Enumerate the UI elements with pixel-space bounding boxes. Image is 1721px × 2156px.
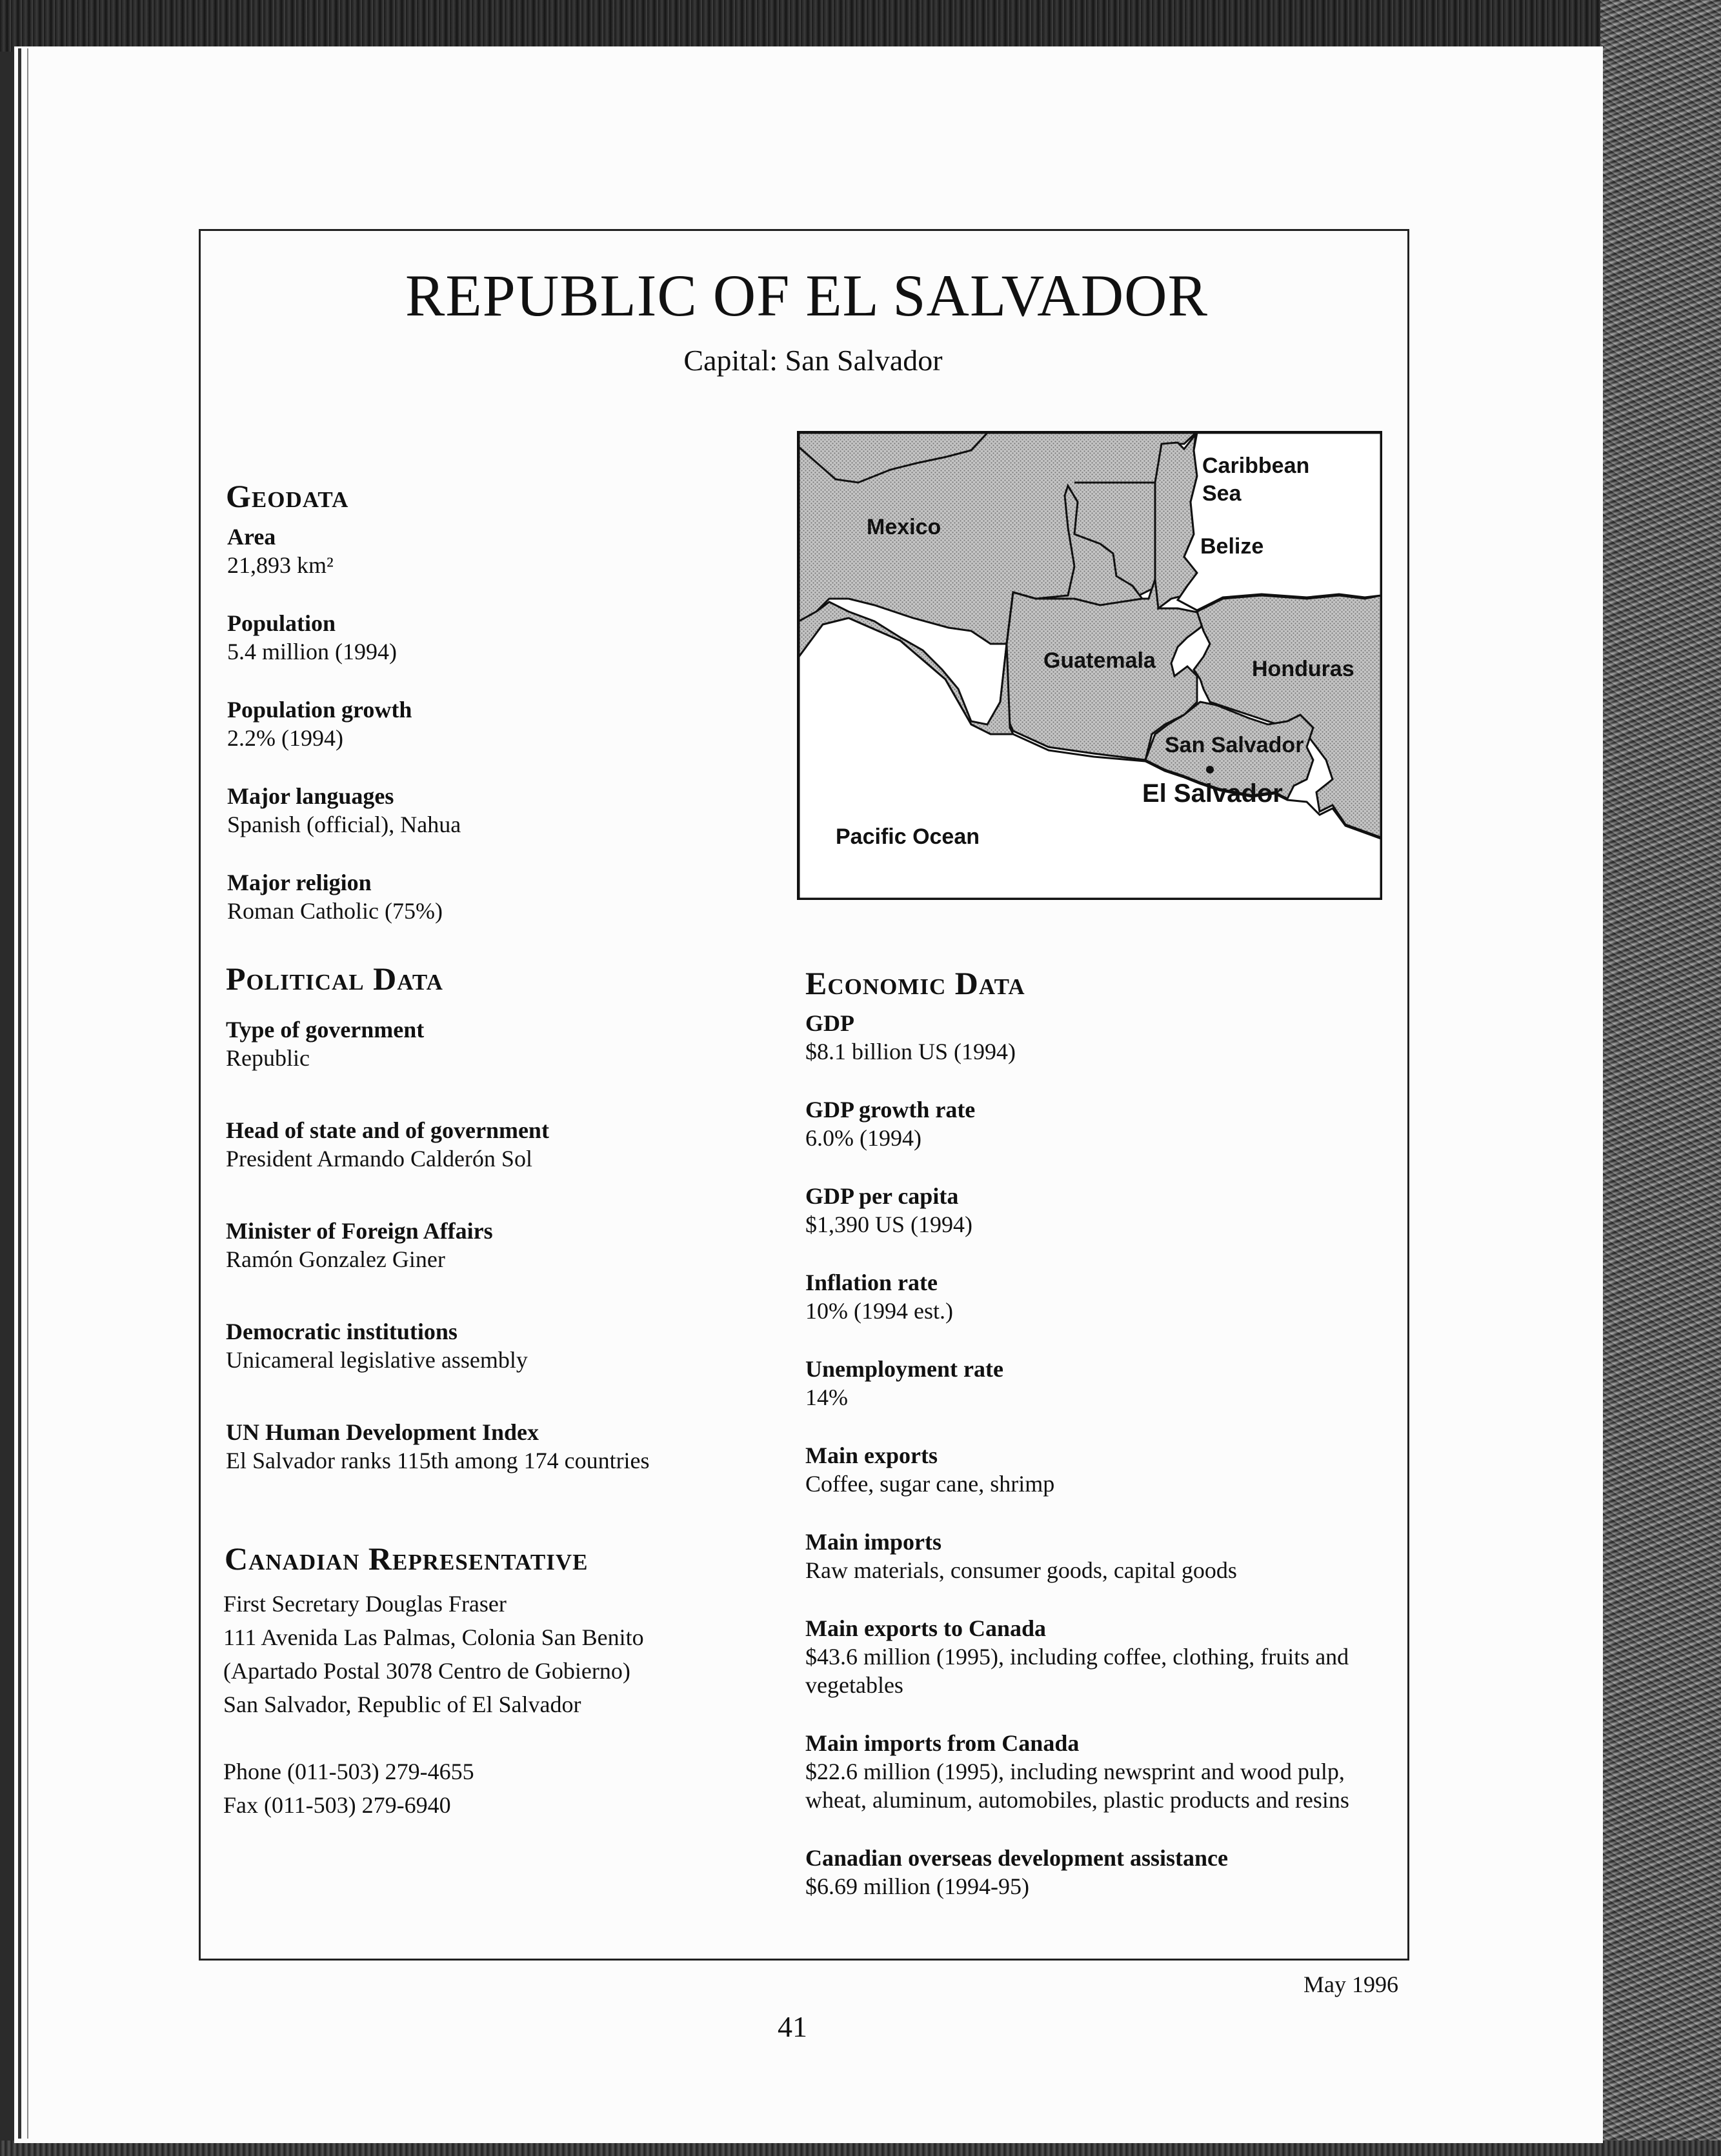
political-heading: Political Data bbox=[226, 961, 443, 997]
representative-address bbox=[223, 1587, 644, 1721]
representative-contact bbox=[223, 1755, 474, 1822]
phone-number: Phone (011-503) 279-4655 bbox=[223, 1759, 474, 1784]
political-foreign-minister bbox=[226, 1217, 493, 1273]
field-label: Main exports bbox=[805, 1442, 938, 1468]
capital-subtitle: Capital: San Salvador bbox=[683, 344, 943, 377]
field-value: Ramón Gonzalez Giner bbox=[226, 1246, 445, 1272]
page-title: REPUBLIC OF EL SALVADOR bbox=[405, 263, 1208, 328]
field-label: Main imports from Canada bbox=[805, 1730, 1080, 1756]
address-line: San Salvador, Republic of El Salvador bbox=[223, 1692, 581, 1717]
economic-gdp-per-capita bbox=[805, 1182, 972, 1239]
economic-main-imports bbox=[805, 1528, 1237, 1584]
field-label: Population growth bbox=[227, 697, 412, 723]
political-head-of-state bbox=[226, 1116, 549, 1173]
region-map bbox=[797, 431, 1382, 900]
field-value: Raw materials, consumer goods, capital goods bbox=[805, 1557, 1237, 1583]
field-label: Canadian overseas development assistance bbox=[805, 1845, 1228, 1871]
field-value: $8.1 billion US (1994) bbox=[805, 1039, 1016, 1064]
field-value: Unicameral legislative assembly bbox=[226, 1347, 528, 1373]
field-value: 2.2% (1994) bbox=[227, 725, 343, 751]
scan-edge-top bbox=[0, 0, 1721, 52]
label-el-salvador: El Salvador bbox=[1142, 779, 1283, 808]
label-belize: Belize bbox=[1200, 534, 1264, 559]
economic-exports-to-canada bbox=[805, 1614, 1349, 1699]
field-value: 6.0% (1994) bbox=[805, 1125, 921, 1151]
address-line: 111 Avenida Las Palmas, Colonia San Benito bbox=[223, 1624, 644, 1650]
field-value: $6.69 million (1994-95) bbox=[805, 1873, 1029, 1899]
economic-main-exports bbox=[805, 1441, 1054, 1498]
label-caribbean-1: Caribbean bbox=[1202, 454, 1310, 478]
label-guatemala: Guatemala bbox=[1043, 648, 1156, 673]
field-label: Major languages bbox=[227, 783, 394, 809]
geodata-languages bbox=[227, 782, 461, 839]
field-value: $43.6 million (1995), including coffee, clothing, fruits and bbox=[805, 1644, 1349, 1670]
label-pacific-ocean: Pacific Ocean bbox=[836, 824, 980, 849]
economic-heading: Economic Data bbox=[805, 965, 1025, 1001]
geodata-religion bbox=[227, 868, 443, 925]
field-label: Head of state and of government bbox=[226, 1117, 549, 1143]
economic-imports-from-canada bbox=[805, 1729, 1349, 1814]
geodata-population-growth bbox=[227, 695, 412, 752]
geodata-heading: Geodata bbox=[226, 478, 349, 514]
field-label: Inflation rate bbox=[805, 1270, 938, 1295]
field-label: Population bbox=[227, 610, 336, 636]
field-label: Main exports to Canada bbox=[805, 1615, 1047, 1641]
economic-development-assistance bbox=[805, 1844, 1228, 1901]
field-label: Main imports bbox=[805, 1529, 941, 1555]
representative-heading: Canadian Representative bbox=[225, 1541, 589, 1577]
field-value: 5.4 million (1994) bbox=[227, 639, 397, 664]
field-value: Roman Catholic (75%) bbox=[227, 898, 443, 924]
address-line: (Apartado Postal 3078 Centro de Gobierno) bbox=[223, 1658, 630, 1684]
field-value: Spanish (official), Nahua bbox=[227, 812, 461, 837]
field-label: Democratic institutions bbox=[226, 1319, 458, 1344]
field-value: $22.6 million (1995), including newsprint and wood pulp, bbox=[805, 1759, 1345, 1784]
political-hdi bbox=[226, 1418, 650, 1475]
political-government-type bbox=[226, 1015, 424, 1072]
economic-gdp bbox=[805, 1009, 1016, 1066]
label-mexico: Mexico bbox=[867, 515, 941, 539]
label-honduras: Honduras bbox=[1252, 657, 1354, 681]
field-label: UN Human Development Index bbox=[226, 1419, 539, 1445]
address-line: First Secretary Douglas Fraser bbox=[223, 1591, 507, 1617]
field-label: Area bbox=[227, 524, 276, 550]
field-value: vegetables bbox=[805, 1672, 903, 1698]
field-label: GDP growth rate bbox=[805, 1097, 976, 1123]
field-value: 14% bbox=[805, 1384, 848, 1410]
field-label: GDP bbox=[805, 1010, 854, 1036]
field-label: Unemployment rate bbox=[805, 1356, 1003, 1382]
field-value: $1,390 US (1994) bbox=[805, 1212, 972, 1237]
scan-edge-right bbox=[1600, 0, 1721, 2156]
field-value: 21,893 km² bbox=[227, 552, 334, 578]
field-value: President Armando Calderón Sol bbox=[226, 1146, 532, 1172]
field-value: Republic bbox=[226, 1045, 310, 1071]
page-number: 41 bbox=[778, 2010, 807, 2043]
field-value: Coffee, sugar cane, shrimp bbox=[805, 1471, 1055, 1497]
field-label: GDP per capita bbox=[805, 1183, 959, 1209]
fax-number: Fax (011-503) 279-6940 bbox=[223, 1792, 451, 1818]
field-value: El Salvador ranks 115th among 174 countries bbox=[226, 1448, 650, 1473]
geodata-area bbox=[227, 523, 334, 579]
geodata-population bbox=[227, 609, 397, 666]
political-democratic-institutions bbox=[226, 1317, 528, 1374]
field-label: Minister of Foreign Affairs bbox=[226, 1218, 493, 1244]
field-label: Major religion bbox=[227, 870, 372, 895]
economic-inflation bbox=[805, 1268, 953, 1325]
economic-gdp-growth bbox=[805, 1095, 975, 1152]
field-value: wheat, aluminum, automobiles, plastic products and resins bbox=[805, 1787, 1349, 1813]
field-value: 10% (1994 est.) bbox=[805, 1298, 953, 1324]
economic-unemployment bbox=[805, 1355, 1003, 1412]
capital-marker bbox=[1206, 766, 1214, 774]
publication-date: May 1996 bbox=[1303, 1971, 1398, 1997]
field-label: Type of government bbox=[226, 1017, 425, 1043]
label-san-salvador: San Salvador bbox=[1165, 733, 1304, 757]
label-caribbean-2: Sea bbox=[1202, 481, 1242, 506]
